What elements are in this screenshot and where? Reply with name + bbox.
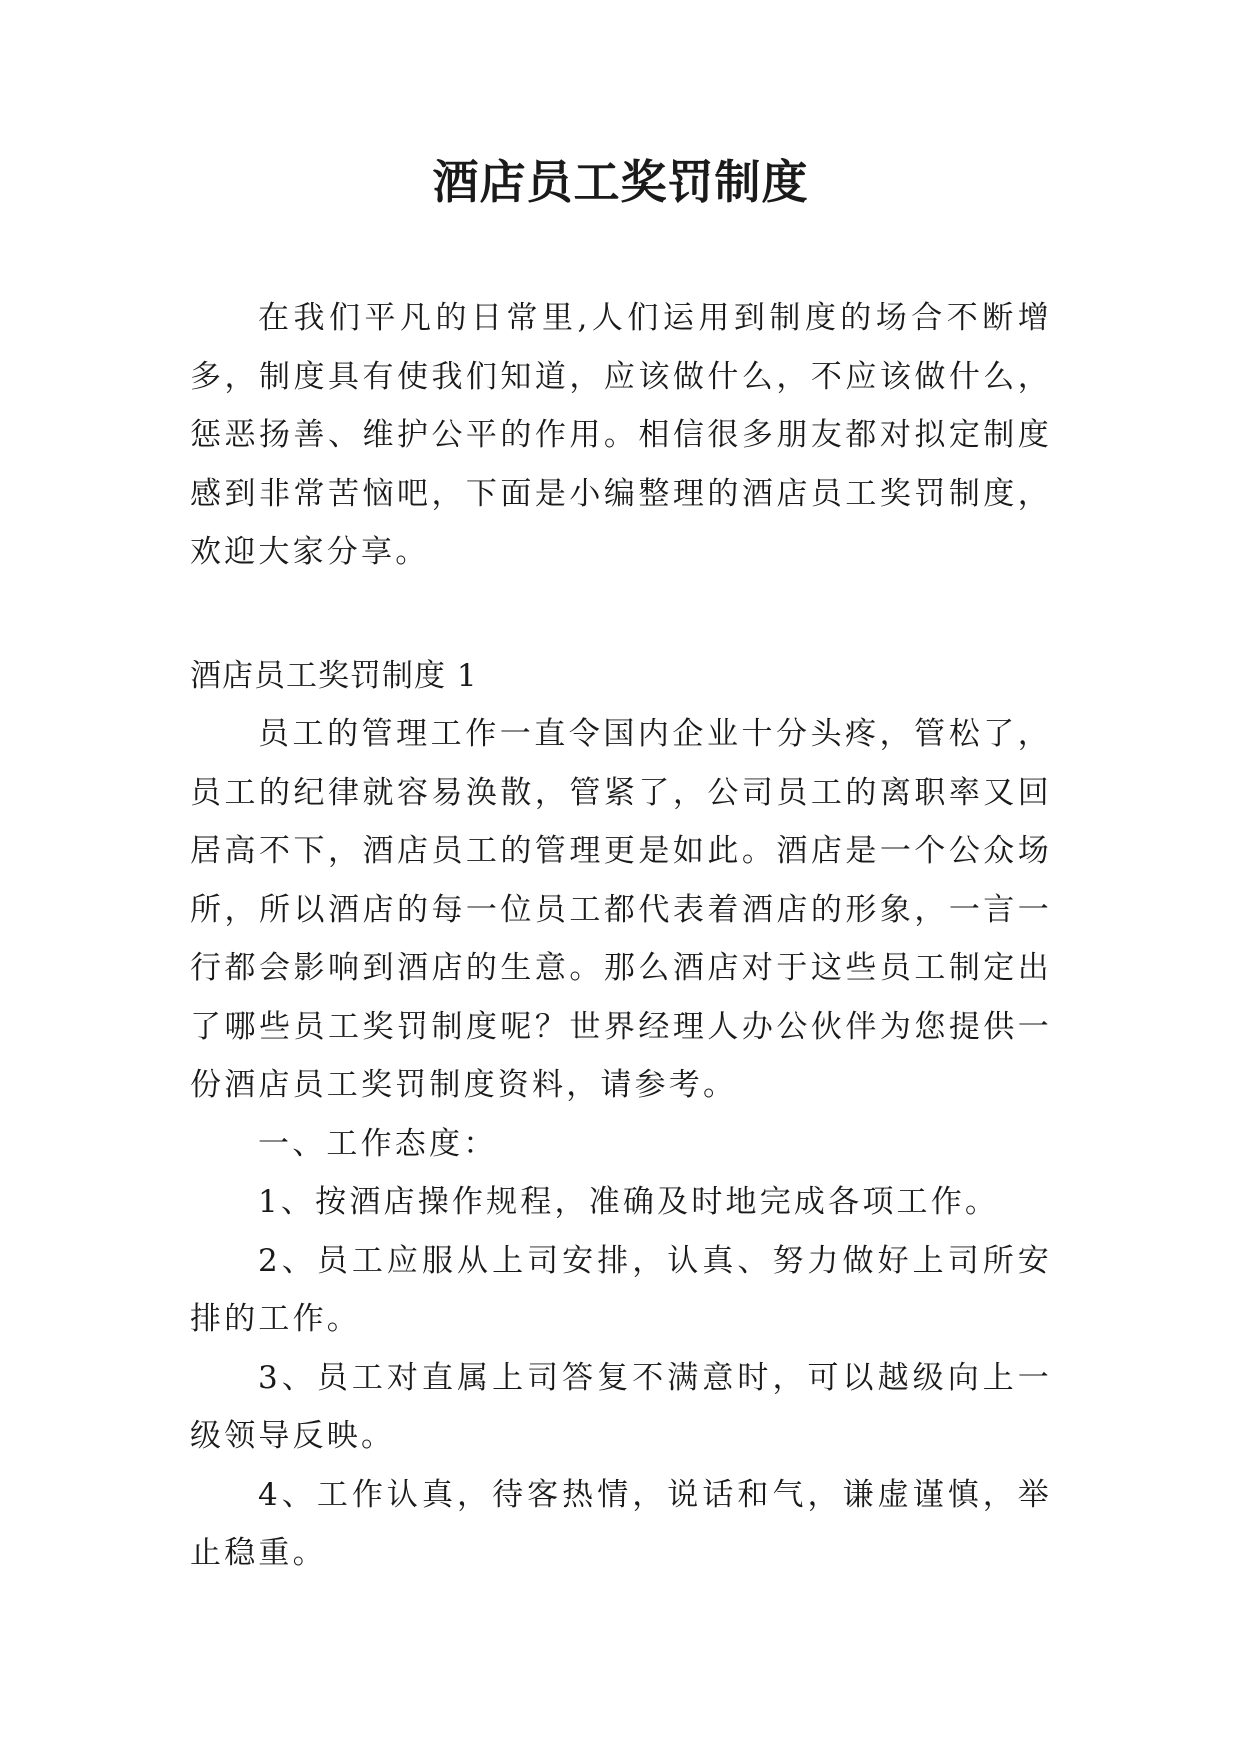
section-heading: 酒店员工奖罚制度 1 — [190, 657, 478, 694]
list-item: 2、员工应服从上司安排，认真、努力做好上司所安排的工作。 — [190, 1242, 1052, 1337]
paragraph-gap — [190, 582, 1052, 647]
document-body — [190, 289, 1052, 1583]
list-item: 3、员工对直属上司答复不满意时，可以越级向上一级领导反映。 — [190, 1359, 1052, 1454]
intro-paragraph: 在我们平凡的日常里,人们运用到制度的场合不断增多，制度具有使我们知道，应该做什么，不应该做什么，惩恶扬善、维护公平的作用。相信很多朋友都对拟定制度感到非常苦恼吧，下面是小编整理的酒店员工奖罚制度，欢迎大家分享。 — [190, 300, 1052, 570]
document-title: 酒店员工奖罚制度 — [432, 155, 809, 209]
list-item: 4、工作认真，待客热情，说话和气，谦虚谨慎，举止稳重。 — [190, 1476, 1052, 1571]
list-item: 1、按酒店操作规程，准确及时地完成各项工作。 — [258, 1184, 1000, 1220]
subheading-work-attitude: 一、工作态度： — [258, 1125, 498, 1162]
section-paragraph: 员工的管理工作一直令国内企业十分头疼，管松了，员工的纪律就容易涣散，管紧了，公司员工的离职率又回居高不下，酒店员工的管理更是如此。酒店是一个公众场所，所以酒店的每一位员工都代表着酒店的形象，一言一行都会影响到酒店的生意。那么酒店对于这些员工制定出了哪些员工奖罚制度呢？世界经理人办公伙伴为您提供一份酒店员工奖罚制度资料，请参考。 — [190, 716, 1052, 1103]
